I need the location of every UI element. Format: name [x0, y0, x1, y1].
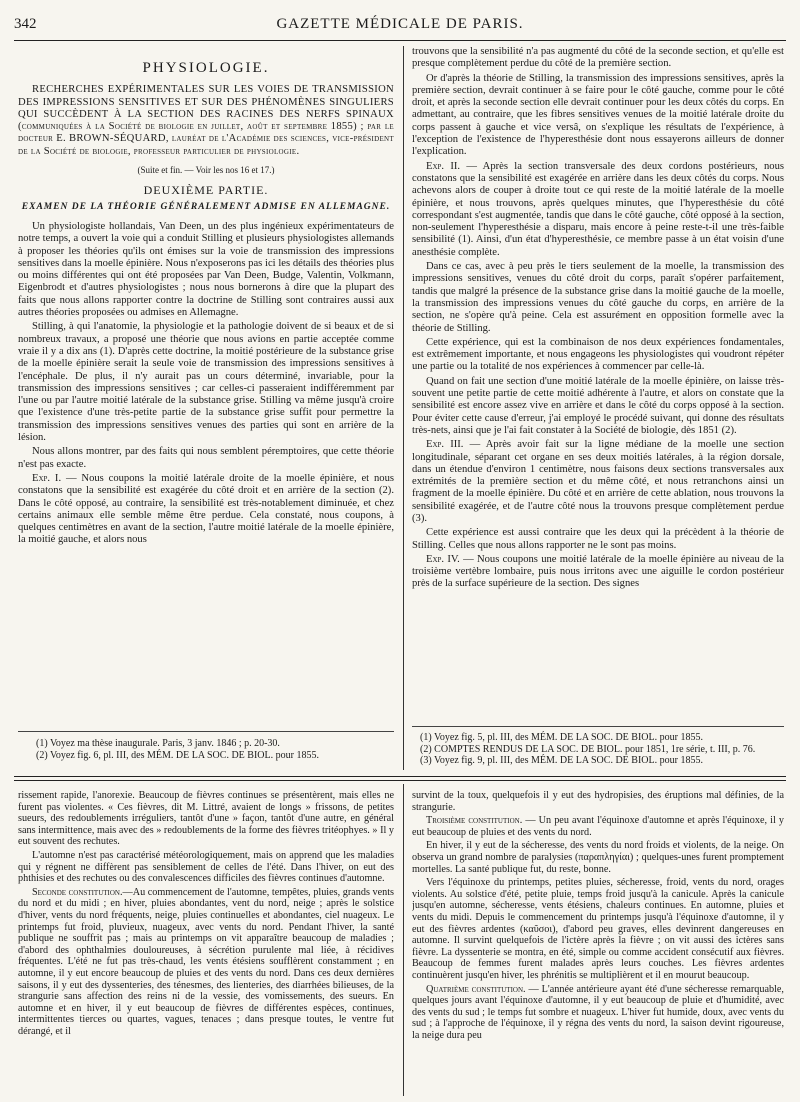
footnote-rule	[412, 726, 784, 727]
experiment-label: Exp. IV.	[426, 553, 460, 565]
paragraph: Un physiologiste hollandais, Van Deen, un des plus ingénieux expérimentateurs de notre temps, a ouvert la voie qui a conduit Stilling et plusieurs physiologistes allemands à proposer les théories qu'ils ont émises sur la voie de transmission des impressions sensitives dans la moelle épinière. Nous n'exposerons pas ici les détails des théories plus ou moins différentes qui ont été proposées par Van Deen, Budge, Valentin, Volkmann, Eigenbrodt et d'autres physiologistes ; nous nous bornerons à dire que la plupart des faits que nous allons rapporter contre la doctrine de Stilling sont contraires aussi aux autres théories proposées ou admises en Allemagne.	[18, 220, 394, 319]
footnote: (1) Voyez fig. 5, pl. III, des MÉM. DE LA SOC. DE BIOL. pour 1855.	[420, 732, 703, 743]
continuation-note: (Suite et fin. — Voir les nos 16 et 17.)	[137, 165, 275, 176]
footnote: (3) Voyez fig. 9, pl. III, des MÉM. DE LA SOC. DE BIOL. pour 1855.	[420, 755, 703, 766]
page-header	[14, 10, 786, 41]
paragraph: En hiver, il y eut de la sécheresse, des vents du nord froids et violents, de la neige. On observa un grand nombre de paralysies (παραπληγίαι) ; quelques-unes furent promptement mortelles. La santé publique fut, du reste, bonne.	[412, 840, 784, 875]
experiment-paragraph	[412, 439, 784, 525]
experiment-text: — Nous coupons une moitié latérale de la moelle épinière au niveau de la troisième vertèbre lombaire, puis nous irritons avec une aiguille le cordon postérieur près de la surface supérieure de la section. Des signes	[412, 553, 784, 590]
paragraph: Stilling, à qui l'anatomie, la physiologie et la pathologie doivent de si beaux et de si nombreux travaux, a proposé une théorie que nous avions en partie acceptée comme vraie il y a dix ans (1). D'après cette doctrine, la moitié postérieure de la substance grise de la moelle épinière serait la seule voie de transmission des impressions sensitives à l'encéphale. De plus, il n'y aurait pas un cours déterminé, invariable, pour la transmission des impressions sensitives ; car celles-ci passeraient indifféremment par l'une ou par l'autre moitié latérale de la substance grise. Stilling va même jusqu'à croire que l'existence d'une très-petite partie de la substance grise suffit pour permettre la transmission des impressions sensitives venues des parties qui sont en arrière de la lésion.	[18, 321, 394, 444]
journal-title: GAZETTE MÉDICALE DE PARIS.	[276, 16, 524, 32]
footnote: (2) COMPTES RENDUS DE LA SOC. DE BIOL. pour 1851, 1re série, t. III, p. 76.	[420, 743, 756, 755]
exam-title: EXAMEN DE LA THÉORIE GÉNÉRALEMENT ADMISE EN ALLEMAGNE.	[21, 201, 391, 212]
experiment-paragraph	[412, 161, 784, 259]
constitution-paragraph	[18, 887, 394, 1038]
paragraph: Nous allons montrer, par des faits qui nous semblent péremptoires, que cette théorie n'est pas exacte.	[18, 446, 394, 470]
experiment-text: — Après avoir fait sur la ligne médiane de la moelle une section longitudinale, séparant cet organe en ses deux moitiés latérales, à la région dorsale, dans un étendue d'environ 1 centimètre, nous faisons deux sections transversales aux extrémités de la première section et du même côté, et nous retranchons ainsi un fragment de la moelle épinière. Du côté et en arrière de cette ablation, nous trouvons la sensibilité exagérée, et de l'autre côté nous la trouvons presque complètement perdue (3).	[412, 439, 784, 524]
section-separator	[14, 776, 786, 777]
constitution-text: — Un peu avant l'équinoxe d'automne et après l'équinoxe, il y eut beaucoup de pluies et des vents du nord.	[412, 815, 784, 838]
paragraph: Cette expérience, qui est la combinaison de nos deux expériences fondamentales, est extrêmement importante, et nous engageons les physiologistes qui voudront répéter une partie ou la totalité de nos expériences à commencer par celle-là.	[412, 336, 784, 373]
column-bottom-right	[412, 790, 784, 1096]
section-separator	[14, 780, 786, 781]
column-bottom-left	[18, 790, 394, 1096]
experiment-paragraph	[18, 473, 394, 547]
paragraph: survint de la toux, quelquefois il y eut des hydropisies, des éruptions mal définies, de la strangurie.	[412, 790, 784, 813]
paragraph: Dans ce cas, avec à peu près le tiers seulement de la moelle, la transmission des impressions sensitives, venues du côté droit du corps, paraît s'opérer parfaitement, tandis que malgré la présence de la substance grise dans la moitié gauche de la moelle, la transmission des impressions venues du côté gauche du corps, en arrière de la section, ne s'opère qu'à peine. Cela est assurément en opposition formelle avec la théorie de Stilling.	[412, 261, 784, 334]
column-top-right	[412, 46, 784, 718]
experiment-label: Exp. II.	[426, 160, 461, 172]
article-subtitle: RECHERCHES EXPÉRIMENTALES SUR LES VOIES DE TRANSMISSION DES IMPRESSIONS SENSITIVES ET SUR DES PHÉNOMÈNES SINGULIERS QUI SUCCÈDENT À LA SECTION DES RACINES DES NERFS SPINAUX (communiquées à la Société de biologie en juillet, août et septembre 1855) ; par le docteur E. BROWN-SÉQUARD, lauréat de l'Académie des sciences, vice-président de la Société de biologie, professeur particulier de physiologie.	[18, 84, 394, 157]
page-number: 342	[14, 16, 37, 32]
section-title: PHYSIOLOGIE.	[142, 60, 270, 76]
paragraph: trouvons que la sensibilité n'a pas augmenté du côté de la seconde section, et qu'elle est presque complètement perdue du côté de la première section.	[412, 46, 784, 70]
paragraph: Cette expérience est aussi contraire que les deux qui la précèdent à la théorie de Stilling. Celles que nous allons rapporter ne le sont pas moins.	[412, 527, 784, 551]
column-top-left	[18, 48, 394, 718]
constitution-text: — L'année antérieure ayant été d'une sécheresse remarquable, quelques jours avant l'équinoxe d'automne, il y eut beaucoup de pluie et d'humidité, avec des vents du sud ; le temps fut sombre et nuageux. L'hiver fut humide, doux, avec vents du sud ; à l'approche de l'équinoxe, il y régna des vents du nord, la saison devint rigoureuse, la neige dura peu	[412, 983, 784, 1041]
paragraph: L'automne n'est pas caractérisé météorologiquement, mais on apprend que les maladies qui y régnent ne diffèrent pas sensiblement de celles de l'été. Dans l'hiver, on eut des phthisies et des rechutes ou des convalescences difficiles des fièvres continues d'automne.	[18, 849, 394, 885]
footnote: (2) Voyez fig. 6, pl. III, des MÉM. DE LA SOC. DE BIOL. pour 1855.	[36, 749, 319, 761]
footnote-rule	[18, 731, 394, 732]
constitution-paragraph	[412, 815, 784, 838]
paragraph: Quand on fait une section d'une moitié latérale de la moelle épinière, on laisse très-souvent une petite partie de cette moitié adhérente à l'autre, et alors on constate que la sensibilité est encore assez vive en arrière et dans le côté du corps opposé à la section. Pour éviter cette cause d'erreur, j'ai employé le procédé suivant, qui donne des résultats très-nets, ainsi que je l'ai fait constater à la Société de biologie, dès 1851 (2).	[412, 375, 784, 436]
paragraph: Vers l'équinoxe du printemps, petites pluies, sécheresse, froid, vents du nord, orages violents. Au solstice d'été, petite pluie, temps froid jusqu'à la canicule. Après la canicule jusqu'en automne, sécheresse, vents étésiens, chaleurs continues. En automne, pluies et vents du midi. Depuis le commencement du printemps jusqu'à l'équinoxe d'automne, il y eut des fièvres ardentes (καῦσοι), d'abord peu graves, elles devinrent dangereuses en automne. Il survint quelquefois de l'ictère après la fièvre ; on vit aussi des ictères sans fièvre. La dyssenterie se montra, en été, simple ou comme accident consécutif aux fièvres. Beaucoup de femmes furent malades après leurs couches. Les fièvres ardentes continuèrent jusqu'en hiver, les phrénitis se multiplièrent et il en mourut beaucoup.	[412, 877, 784, 981]
footnote: (1) Voyez ma thèse inaugurale. Paris, 3 janv. 1846 ; p. 20-30.	[36, 738, 280, 749]
part-title: DEUXIÈME PARTIE.	[143, 183, 269, 198]
column-divider-bottom	[403, 784, 404, 1096]
paragraph: rissement rapide, l'anorexie. Beaucoup de fièvres continues se présentèrent, mais elles ne furent pas violentes. « Ces fièvres, dit M. Littré, avaient de longs » frissons, de petites sueurs, des redoublements irréguliers, tantôt d'une » façon, tantôt d'une autre, en général sans intermittence, mais avec des » redoublements de la forme des fièvres tritéophyes. » Il y eut souvent des rechutes.	[18, 790, 394, 848]
experiment-label: Exp. III.	[426, 439, 464, 451]
experiment-label: Exp. I.	[32, 472, 62, 484]
constitution-label: Seconde constitution.	[32, 886, 123, 898]
experiment-text: — Nous coupons la moitié latérale droite de la moelle épinière, et nous constatons que la sensibilité est exagérée du côté droit et en arrière de la section (2). Dans le côté opposé, au contraire, la sensibilité est très-notablement diminuée, et chez certains animaux elle semble même être perdue. Cela constaté, nous coupons, à quelques centimètres en avant de la section, l'autre moitié latérale de la moelle épinière, la moitié gauche, et alors nous	[18, 472, 394, 546]
footnotes-left	[36, 738, 386, 761]
constitution-text: —Au commencement de l'automne, tempêtes, pluies, grands vents du nord et du midi ; en hiver, pluies abondantes, vent du nord, neige ; après le solstice d'hiver, vents du nord fréquents, neige, pluies continuelles et abondantes, ciel nuageux. Le printemps fut froid, pluvieux, nuageux, avec vents du nord. Pendant l'hiver, la santé publique ne souffrit pas ; mais au printemps on vit apparaître beaucoup de maladies ; d'abord des ophthalmies douloureuses, à sécrétion purulente mal liée, à récidives fréquentes. L'été ne fut pas très-chaud, les vents étésiens soufflèrent constamment ; en automne, il y eut encore beaucoup de pluies et des vents du nord. Dans ces deux dernières saisons, il y eut des dyssenteries, des ténesmes, des lienteries, des diarrhées bilieuses, de la strangurie sans affection des reins ni de la vessie, des vomissements, des sueurs. En automne et en hiver, il y eut beaucoup de fièvres de différentes espèces, continues, intermittentes tierces ou quartes, vagues, tenaces ; dans presque toutes, le ventre fut dérangé, et il	[18, 886, 394, 1037]
constitution-paragraph	[412, 984, 784, 1042]
column-divider-top	[403, 46, 404, 770]
experiment-paragraph	[412, 554, 784, 591]
experiment-text: — Après la section transversale des deux cordons postérieurs, nous constatons que la sensibilité est exagérée en arrière dans les deux côtés du corps. Nous achevons alors de couper à droite tout ce qui reste de la moitié latérale de la moelle épinière, et nous trouvons, après quelques minutes, que l'hyperesthésie du côté correspondant s'est augmentée, tandis que dans le côté gauche, côté opposé à la section, non-seulement l'hyperesthésie a disparu, mais encore à peine reste-t-il une très-faible sensibilité (1). Ainsi, d'un état d'hyperesthésie, ce membre passe à un état voisin d'une anesthésie complète.	[412, 160, 784, 258]
paragraph: Or d'après la théorie de Stilling, la transmission des impressions sensitives, après la première section, devrait continuer à se faire pour le côté gauche, comme pour le côté droit, et après la seconde section elle devrait continuer pour les deux côtés du corps. En admettant, au contraire, que les fibres sensitives venues de la moitié latérale droite du corps passent à gauche et vice versâ, on s'explique les résultats de l'expérience, à l'exception de l'existence de l'hyperesthésie dont nous essayerons ailleurs de donner l'explication.	[412, 72, 784, 158]
constitution-label: Quatrième constitution.	[426, 983, 526, 995]
footnotes-right	[420, 732, 780, 767]
constitution-label: Troisième constitution.	[426, 815, 523, 827]
